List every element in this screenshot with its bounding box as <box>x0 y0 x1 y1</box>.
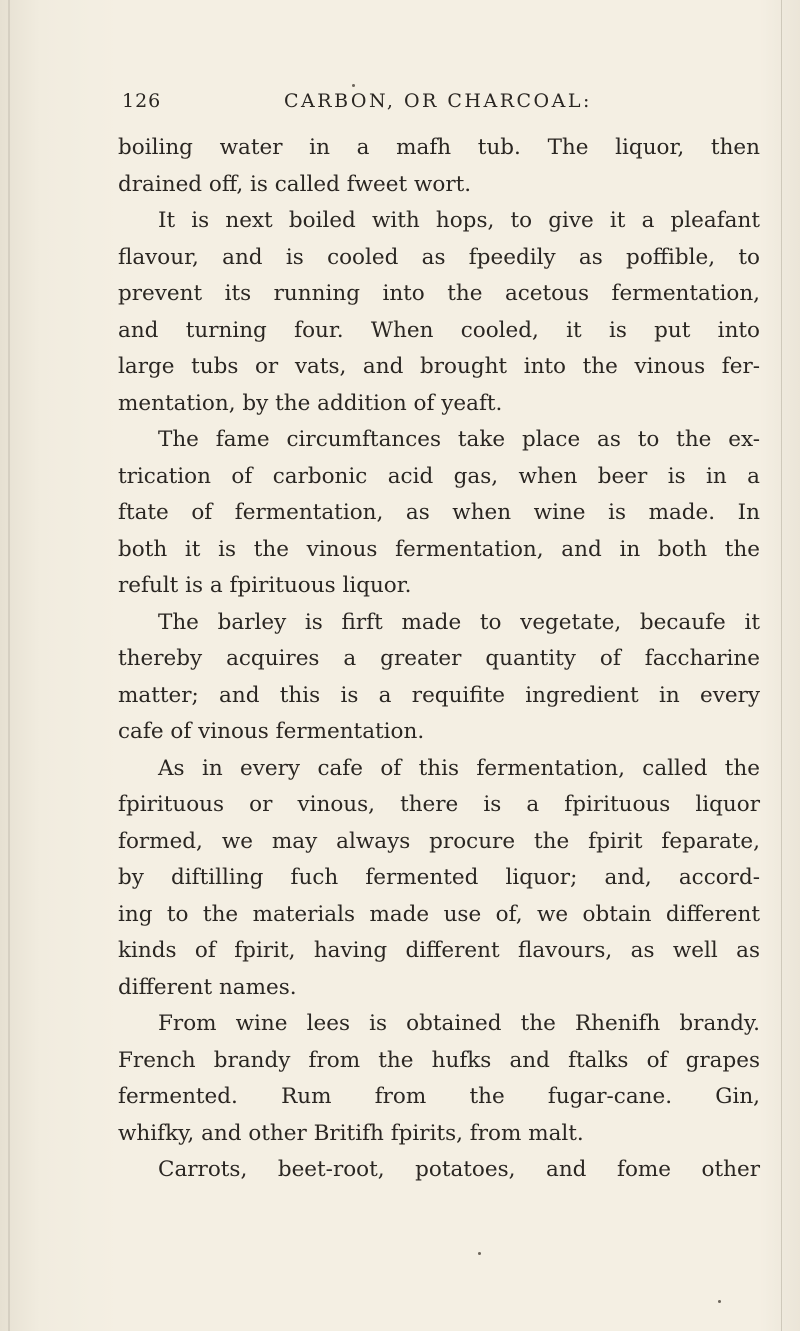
page-header <box>122 90 762 120</box>
print-speck <box>718 1300 721 1303</box>
text-line: boiling water in a mafh tub. The liquor, then <box>118 135 760 160</box>
text-line: prevent its running into the acetous fermentation, <box>118 281 760 306</box>
text-line: both it is the vinous fermentation, and in both the <box>118 536 760 562</box>
page-number: 126 <box>122 90 162 112</box>
text-line: kinds of fpirit, having different flavours, as well as <box>118 938 760 963</box>
text-line: trication of carbonic acid gas, when beer is in a <box>118 463 760 489</box>
print-speck <box>478 1252 481 1255</box>
text-line: formed, we may always procure the fpirit feparate, <box>118 828 760 854</box>
text-line: flavour, and is cooled as fpeedily as poffible, to <box>118 244 760 270</box>
text-line: fermented. Rum from the fugar-cane. Gin, <box>118 1084 760 1109</box>
text-line: large tubs or vats, and brought into the vinous fer- <box>118 354 760 379</box>
body-text <box>118 130 760 1189</box>
text-line: It is next boiled with hops, to give it a pleafant <box>158 208 760 233</box>
text-line: drained off, is called fweet wort. <box>118 171 472 197</box>
text-line: The fame circumftances take place as to the ex- <box>158 427 760 452</box>
text-line: French brandy from the hufks and ftalks of grapes <box>118 1047 760 1073</box>
text-line: ftate of fermentation, as when wine is made. In <box>118 500 760 525</box>
text-line: different names. <box>118 974 297 1000</box>
text-line: fpirituous or vinous, there is a fpirituous liquor <box>118 792 760 817</box>
text-line: As in every cafe of this fermentation, called the <box>158 755 760 781</box>
text-line: and turning four. When cooled, it is put into <box>118 317 760 343</box>
text-line: by diftilling fuch fermented liquor; and, accord- <box>118 865 760 890</box>
print-speck <box>352 84 355 87</box>
text-line: whifky, and other Britifh fpirits, from malt. <box>118 1120 584 1146</box>
text-line: mentation, by the addition of yeaft. <box>118 390 503 416</box>
page-edge <box>781 0 782 1331</box>
text-line: refult is a fpirituous liquor. <box>118 573 412 598</box>
text-line: From wine lees is obtained the Rhenifh brandy. <box>158 1011 760 1036</box>
text-line: thereby acquires a greater quantity of faccharine <box>118 646 760 671</box>
text-line: matter; and this is a requifite ingredient in every <box>118 682 760 708</box>
text-line: cafe of vinous fermentation. <box>118 719 425 744</box>
text-line: ing to the materials made use of, we obtain different <box>118 901 760 927</box>
binding-gutter <box>8 0 10 1331</box>
text-line: Carrots, beet-root, potatoes, and fome other <box>158 1157 760 1182</box>
text-line: The barley is firft made to vegetate, becaufe it <box>158 609 760 635</box>
running-head: CARBON, OR CHARCOAL: <box>284 90 592 112</box>
